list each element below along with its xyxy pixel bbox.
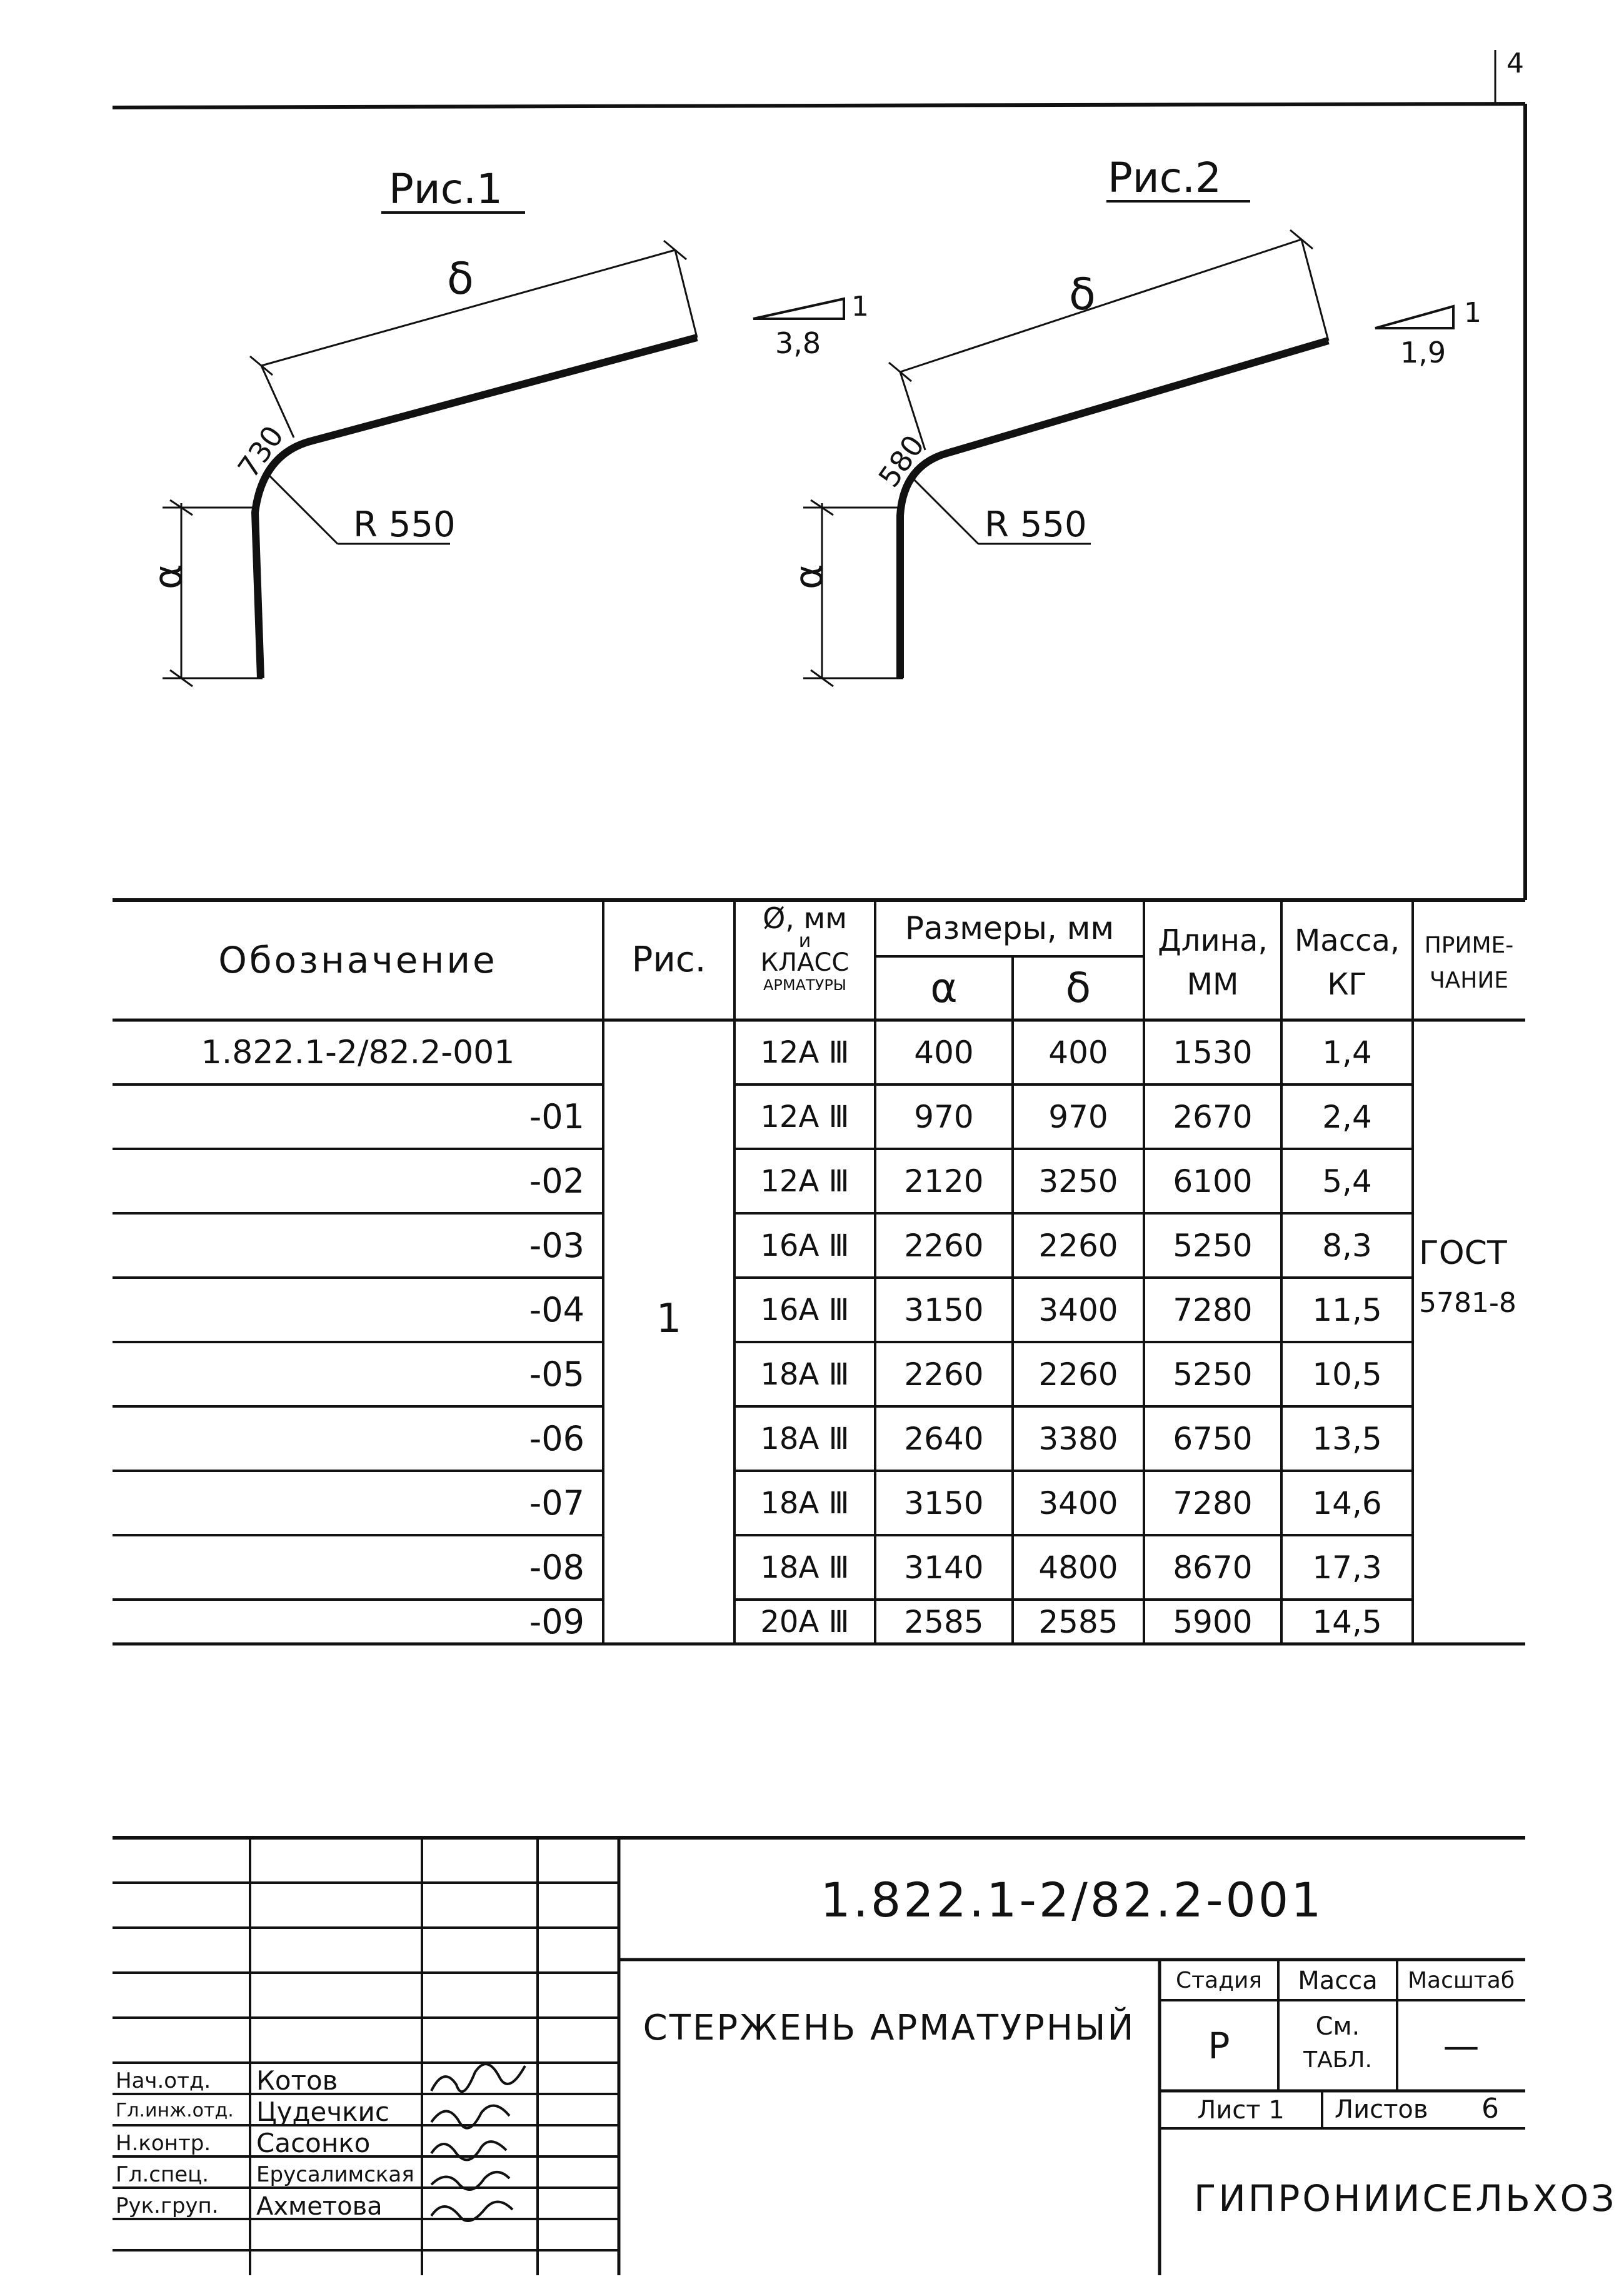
fig1-dim-arc: 730 xyxy=(231,419,291,484)
table-row-diam: 16А Ⅲ xyxy=(760,1292,850,1328)
table-row-a: 2260 xyxy=(904,1227,984,1264)
table-row-diam: 16А Ⅲ xyxy=(760,1228,850,1263)
signature-name: Котов xyxy=(256,2065,338,2096)
table-row-a: 2260 xyxy=(904,1356,984,1393)
mass-value xyxy=(1278,2010,1397,2077)
table-row-mass: 2,4 xyxy=(1322,1098,1372,1135)
table-row-b: 3400 xyxy=(1038,1485,1118,1521)
table-row-designation: -08 xyxy=(529,1547,584,1587)
table-row-b: 3380 xyxy=(1038,1420,1118,1457)
table-row-designation: -05 xyxy=(529,1354,584,1394)
table-row-length: 5250 xyxy=(1173,1356,1253,1393)
table-row-length: 5250 xyxy=(1173,1227,1253,1264)
fig2-dim-a: α xyxy=(786,564,831,589)
organization: ГИПРОНИИСЕЛЬХОЗ xyxy=(1194,2177,1617,2220)
header-size-b: δ xyxy=(1065,964,1091,1012)
stage-value: Р xyxy=(1208,2024,1230,2067)
table-row-b: 3250 xyxy=(1038,1163,1118,1200)
table-row-mass: 13,5 xyxy=(1312,1420,1382,1457)
table-row-a: 2120 xyxy=(904,1163,984,1200)
table-row-b: 400 xyxy=(1048,1034,1108,1071)
table-row-a: 400 xyxy=(914,1034,974,1071)
table-row-diam: 18А Ⅲ xyxy=(760,1421,850,1456)
table-fig-value: 1 xyxy=(656,1296,682,1342)
table-row-mass: 14,6 xyxy=(1312,1485,1382,1521)
signature-role: Нач.отд. xyxy=(116,2068,211,2093)
doc-name: СТЕРЖЕНЬ АРМАТУРНЫЙ xyxy=(643,2008,1136,2048)
header-length xyxy=(1144,919,1281,1006)
table-row-designation: 1.822.1-2/82.2-001 xyxy=(201,1033,515,1071)
header-diam-line3: КЛАСС xyxy=(760,948,850,977)
signature-role: Гл.инж.отд. xyxy=(116,2100,234,2121)
sheets-label: Листов xyxy=(1335,2095,1428,2124)
table-row-length: 7280 xyxy=(1173,1485,1253,1521)
fig2-dim-b: δ xyxy=(1069,269,1096,320)
table-row-designation: -09 xyxy=(529,1601,584,1641)
header-mass-line2: КГ xyxy=(1327,967,1367,1002)
table-row-a: 970 xyxy=(914,1098,974,1135)
table-row-a: 3150 xyxy=(904,1291,984,1328)
fig2-slope-top: 1,9 xyxy=(1400,336,1446,369)
signature-role: Н.контр. xyxy=(116,2131,211,2156)
fig2-title: Рис.2 xyxy=(1108,154,1221,202)
table-note-line2: 5781-8 xyxy=(1419,1287,1516,1319)
header-note-line1: ПРИМЕ- xyxy=(1424,933,1514,958)
table-row-diam: 18А Ⅲ xyxy=(760,1485,850,1521)
header-length-line1: Длина, xyxy=(1158,923,1268,958)
table-row-b: 2585 xyxy=(1038,1603,1118,1640)
table-row-mass: 11,5 xyxy=(1312,1291,1382,1328)
table-row-a: 2640 xyxy=(904,1420,984,1457)
table-row-length: 2670 xyxy=(1173,1098,1253,1135)
fig1-radius: R 550 xyxy=(353,504,456,545)
header-sizes: Размеры, мм xyxy=(905,910,1115,946)
sheet-label: Лист 1 xyxy=(1197,2096,1285,2125)
header-fig: Рис. xyxy=(631,939,706,980)
doc-code: 1.822.1-2/82.2-001 xyxy=(820,1872,1324,1928)
header-length-line2: ММ xyxy=(1186,967,1239,1002)
table-row-b: 3400 xyxy=(1038,1291,1118,1328)
header-diam-line1: Ø, мм xyxy=(763,901,847,935)
table-note-line1: ГОСТ xyxy=(1419,1235,1507,1272)
table-row-diam: 18А Ⅲ xyxy=(760,1356,850,1392)
table-row-mass: 8,3 xyxy=(1322,1227,1372,1264)
scale-label: Масштаб xyxy=(1407,1967,1515,1993)
table-row-length: 5900 xyxy=(1173,1603,1253,1640)
fig1-slope-right: 1 xyxy=(851,291,869,323)
table-note xyxy=(1419,1225,1525,1325)
table-row-mass: 17,3 xyxy=(1312,1549,1382,1586)
table-row-designation: -06 xyxy=(529,1418,584,1458)
signature-name: Цудечкис xyxy=(256,2096,389,2127)
fig2-slope-right: 1 xyxy=(1464,297,1481,329)
fig1-dim-a: α xyxy=(145,564,191,589)
table-row-mass: 14,5 xyxy=(1312,1603,1382,1640)
table-row-length: 6750 xyxy=(1173,1420,1253,1457)
table-row-mass: 10,5 xyxy=(1312,1356,1382,1393)
table-row-a: 2585 xyxy=(904,1603,984,1640)
table-row-diam: 18А Ⅲ xyxy=(760,1550,850,1585)
table-row-a: 3150 xyxy=(904,1485,984,1521)
fig1-slope-top: 3,8 xyxy=(775,326,821,360)
table-row-b: 2260 xyxy=(1038,1356,1118,1393)
fig2-dim-arc: 580 xyxy=(871,429,931,494)
header-designation: Обозначение xyxy=(218,939,498,981)
table-row-designation: -03 xyxy=(529,1225,584,1265)
fig1-title: Рис.1 xyxy=(389,165,503,213)
signature-name: Ерусалимская xyxy=(256,2162,414,2187)
table-row-length: 6100 xyxy=(1173,1163,1253,1200)
header-diam xyxy=(734,903,875,1020)
scale-value: — xyxy=(1443,2024,1480,2067)
signature-name: Сасонко xyxy=(256,2128,371,2158)
header-mass-line1: Масса, xyxy=(1294,923,1400,958)
figures-drawing xyxy=(0,0,1624,900)
table-row-length: 1530 xyxy=(1173,1034,1253,1071)
mass-label: Масса xyxy=(1298,1966,1378,1995)
table-row-mass: 1,4 xyxy=(1322,1034,1372,1071)
signature-name: Ахметова xyxy=(256,2192,383,2221)
table-row-b: 970 xyxy=(1048,1098,1108,1135)
table-row-designation: -02 xyxy=(529,1161,584,1201)
table-row-diam: 12А Ⅲ xyxy=(760,1163,850,1199)
fig1-dim-b: δ xyxy=(447,253,474,304)
table-row-diam: 20А Ⅲ xyxy=(760,1604,850,1640)
signature-scribbles xyxy=(431,2064,525,2221)
table-row-diam: 12А Ⅲ xyxy=(760,1034,850,1070)
stage-label: Стадия xyxy=(1175,1967,1263,1993)
table-row-mass: 5,4 xyxy=(1322,1163,1372,1200)
fig2-radius: R 550 xyxy=(985,504,1087,545)
header-mass xyxy=(1281,919,1413,1006)
table-row-a: 3140 xyxy=(904,1549,984,1586)
page-number: 4 xyxy=(1506,48,1524,79)
header-diam-line2: и xyxy=(798,930,811,952)
table-row-diam: 12А Ⅲ xyxy=(760,1099,850,1134)
table-row-designation: -01 xyxy=(529,1096,584,1136)
table-row-b: 2260 xyxy=(1038,1227,1118,1264)
table-row-designation: -04 xyxy=(529,1290,584,1330)
header-diam-line4: АРМАТУРЫ xyxy=(763,976,846,994)
table-row-length: 8670 xyxy=(1173,1549,1253,1586)
table-row-length: 7280 xyxy=(1173,1291,1253,1328)
signature-role: Гл.спец. xyxy=(116,2162,209,2187)
mass-value-line1: См. xyxy=(1315,2012,1360,2041)
table-row-b: 4800 xyxy=(1038,1549,1118,1586)
header-note xyxy=(1413,928,1525,998)
table-row-designation: -07 xyxy=(529,1483,584,1523)
header-note-line2: ЧАНИЕ xyxy=(1429,968,1509,993)
mass-value-line2: ТАБЛ. xyxy=(1303,2047,1372,2073)
header-size-a: α xyxy=(930,964,958,1012)
sheets-value: 6 xyxy=(1481,2093,1499,2125)
signature-role: Рук.груп. xyxy=(116,2193,219,2218)
